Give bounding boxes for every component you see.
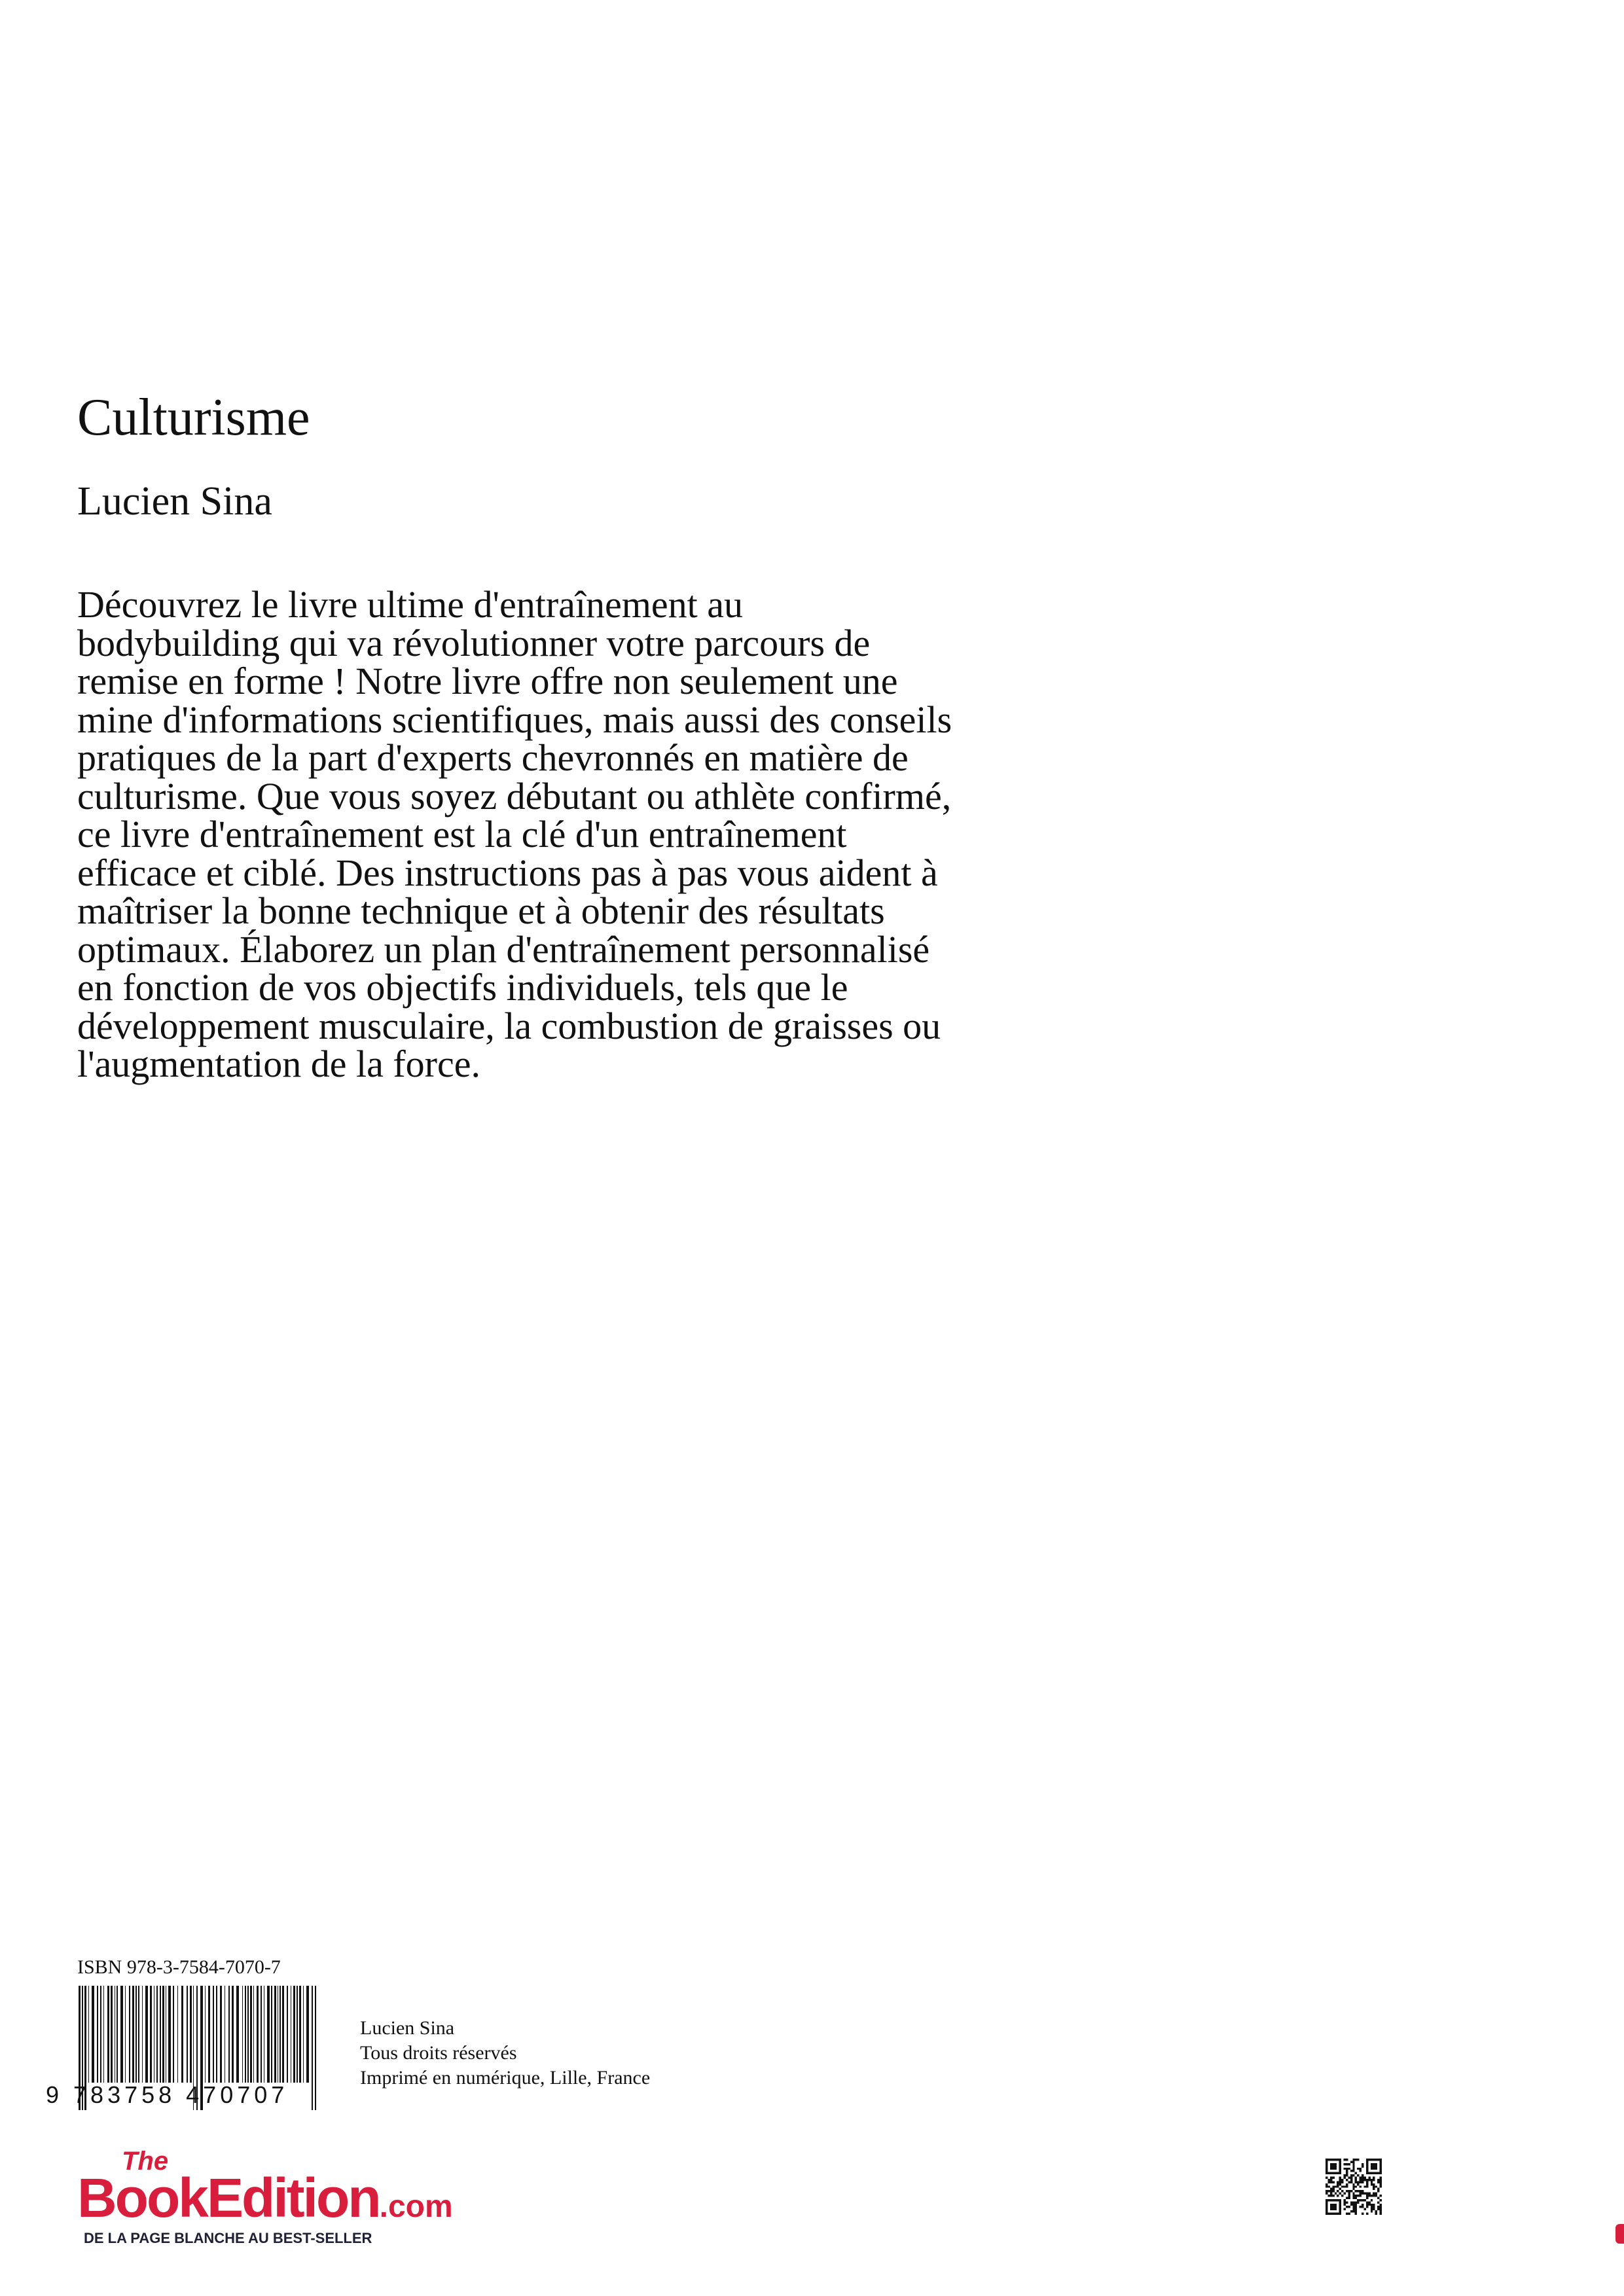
isbn-label: ISBN 978-3-7584-7070-7 <box>77 1956 281 1978</box>
barcode-bar <box>306 1986 309 2083</box>
blurb-line: remise en forme ! Notre livre offre non seulement une <box>77 660 898 702</box>
barcode-bar <box>156 1986 158 2083</box>
edge-marker <box>1615 2224 1624 2244</box>
blurb-line: ce livre d'entraînement est la clé d'un entraînement <box>77 813 847 855</box>
barcode-bar <box>213 1986 214 2083</box>
barcode-bar <box>282 1986 284 2083</box>
barcode-bar <box>247 1986 249 2083</box>
barcode-bar <box>132 1986 134 2083</box>
blurb-line: efficace et ciblé. Des instructions pas à pas vous aident à <box>77 851 938 894</box>
barcode-bar <box>120 1986 123 2083</box>
blurb-line: en fonction de vos objectifs individuels, tels que le <box>77 966 848 1009</box>
logo-the: The <box>122 2147 169 2176</box>
back-cover-blurb <box>77 583 1255 1085</box>
publisher-logo <box>77 2147 477 2251</box>
imprint-block <box>360 2016 650 2090</box>
barcode-bar <box>250 1986 252 2083</box>
barcode-bar <box>299 1986 301 2083</box>
barcode-bar <box>228 1986 230 2083</box>
barcode-bar <box>111 1986 113 2083</box>
barcode-bar <box>280 1986 281 2083</box>
blurb-line: bodybuilding qui va révolutionner votre parcours de <box>77 621 871 664</box>
imprint-rights: Tous droits réservés <box>360 2042 517 2064</box>
blurb-line: maîtriser la bonne technique et à obtenir des résultats <box>77 889 885 932</box>
barcode-bar <box>257 1986 259 2083</box>
blurb-line: optimaux. Élaborez un plan d'entraînement personnalisé <box>77 927 930 971</box>
book-author: Lucien Sina <box>77 479 272 524</box>
barcode-bar <box>97 1986 98 2083</box>
barcode-bar <box>92 1986 94 2083</box>
barcode-bar <box>142 1986 143 2083</box>
imprint-printing: Imprimé en numérique, Lille, France <box>360 2067 651 2089</box>
barcode-bar <box>232 1986 234 2083</box>
blurb-line: pratiques de la part d'experts chevronnés en matière de <box>77 736 909 779</box>
logo-tagline: DE LA PAGE BLANCHE AU BEST-SELLER <box>84 2230 372 2246</box>
barcode-bar <box>253 1986 254 2083</box>
barcode-bar <box>129 1986 130 2083</box>
barcode-bar <box>138 1986 139 2083</box>
barcode-bar <box>208 1986 210 2083</box>
barcode-bar <box>107 1986 109 2083</box>
qr-code-icon <box>1326 2159 1382 2215</box>
barcode-bar <box>103 1986 104 2083</box>
barcode-bar <box>100 1986 101 2083</box>
barcode-bar <box>190 1986 192 2083</box>
barcode-bar <box>261 1986 262 2083</box>
barcode-bar <box>187 1986 188 2083</box>
barcode-bar <box>177 1986 178 2083</box>
blurb-line: l'augmentation de la force. <box>77 1043 480 1085</box>
barcode-bar <box>181 1986 183 2083</box>
barcode-bar <box>293 1986 295 2083</box>
barcode-bar <box>303 1986 304 2083</box>
barcode-bar <box>88 1986 89 2083</box>
barcode-bar <box>297 1986 298 2083</box>
barcode-bar <box>287 1986 288 2083</box>
blurb-line: culturisme. Que vous soyez débutant ou athlète confirmé, <box>77 774 952 817</box>
barcode-bar <box>274 1986 276 2083</box>
blurb-line: développement musculaire, la combustion de graisses ou <box>77 1004 941 1047</box>
imprint-author: Lucien Sina <box>360 2017 455 2039</box>
barcode-bar <box>168 1986 171 2083</box>
barcode-digits: 9 783758 470707 <box>46 2081 289 2108</box>
barcode-bar <box>271 1986 272 2083</box>
barcode-bar <box>245 1986 246 2083</box>
barcode-bar <box>160 1986 161 2083</box>
blurb-line: Découvrez le livre ultime d'entraînement au <box>77 583 743 626</box>
barcode-bar <box>242 1986 243 2083</box>
barcode-bar <box>117 1986 118 2083</box>
barcode-bar <box>150 1986 152 2083</box>
barcode-bar <box>173 1986 174 2083</box>
barcode-bar <box>205 1986 206 2083</box>
barcode-bar <box>220 1986 222 2083</box>
logo-brand-name: BookEdition <box>77 2167 380 2229</box>
barcode-bar <box>236 1986 239 2083</box>
book-title: Culturisme <box>77 389 310 446</box>
barcode-bar <box>162 1986 164 2083</box>
blurb-line: mine d'informations scientifiques, mais aussi des conseils <box>77 698 952 741</box>
barcode-bar <box>125 1986 126 2083</box>
logo-brand <box>77 2166 453 2238</box>
barcode-bar <box>216 1986 217 2083</box>
barcode-bar <box>267 1986 270 2083</box>
barcode-bar <box>145 1986 148 2083</box>
barcode-bar <box>135 1986 137 2083</box>
logo-domain: .com <box>379 2189 453 2224</box>
